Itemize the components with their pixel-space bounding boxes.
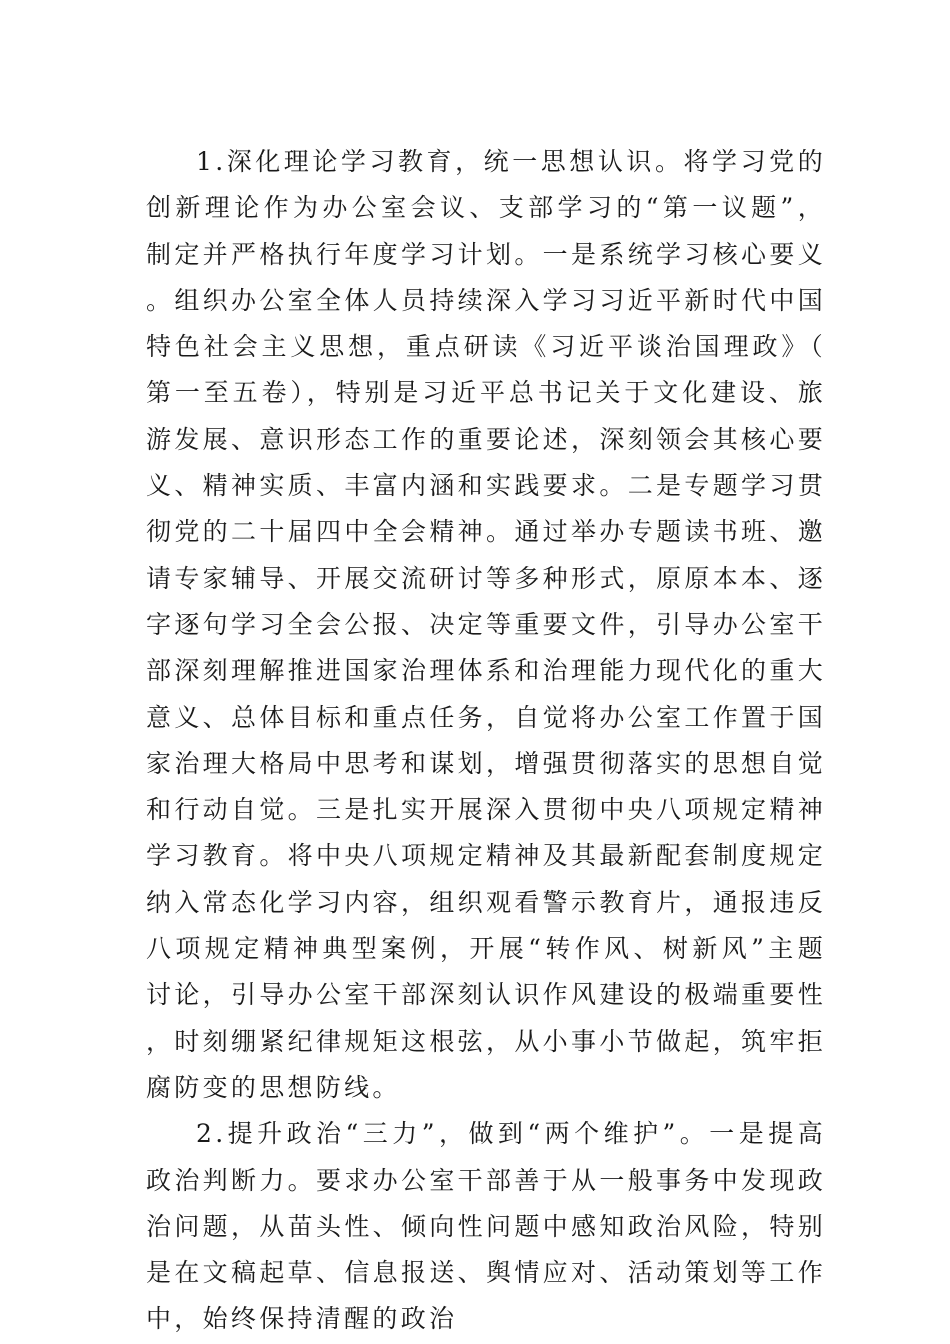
- paragraph-political-capacity: 2.提升政治“三力”，做到“两个维护”。一是提高政治判断力。要求办公室干部善于从一般事务中发现政治问题，从苗头性、倾向性问题中感知政治风险，特别是在文稿起草、信息报送、舆情应对、活动策划等工作中，始终保持清醒的政治: [146, 1119, 826, 1334]
- document-body: [146, 139, 826, 1343]
- paragraph-theory-study: 1.深化理论学习教育，统一思想认识。将学习党的创新理论作为办公室会议、支部学习的“第一议题”，制定并严格执行年度学习计划。一是系统学习核心要义。组织办公室全体人员持续深入学习习近平新时代中国特色社会主义思想，重点研读《习近平谈治国理政》（第一至五卷），特别是习近平总书记关于文化建设、旅游发展、意识形态工作的重要论述，深刻领会其核心要义、精神实质、丰富内涵和实践要求。二是专题学习贯彻党的二十届四中全会精神。通过举办专题读书班、邀请专家辅导、开展交流研讨等多种形式，原原本本、逐字逐句学习全会公报、决定等重要文件，引导办公室干部深刻理解推进国家治理体系和治理能力现代化的重大意义、总体目标和重点任务，自觉将办公室工作置于国家治理大格局中思考和谋划，增强贯彻落实的思想自觉和行动自觉。三是扎实开展深入贯彻中央八项规定精神学习教育。将中央八项规定精神及其最新配套制度规定纳入常态化学习内容，组织观看警示教育片，通报违反八项规定精神典型案例，开展“转作风、树新风”主题讨论，引导办公室干部深刻认识作风建设的极端重要性，时刻绷紧纪律规矩这根弦，从小事小节做起，筑牢拒腐防变的思想防线。: [146, 147, 826, 1102]
